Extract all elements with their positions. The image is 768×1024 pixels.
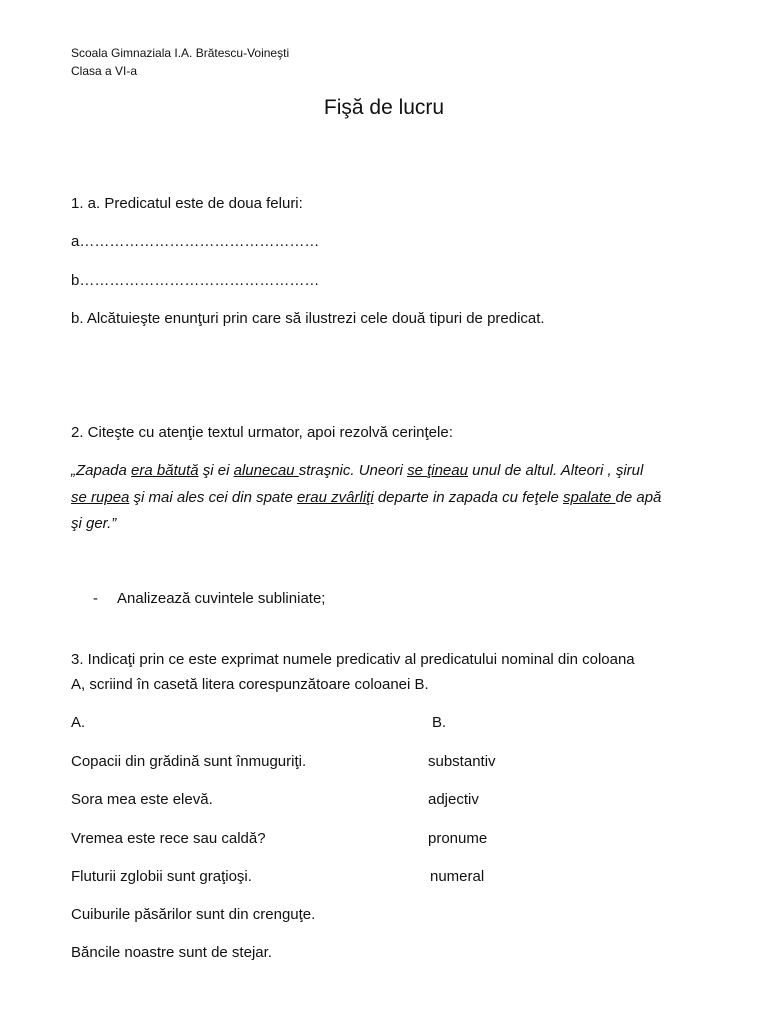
text-line-3: şi ger.” bbox=[71, 515, 117, 532]
column-b-item: pronume bbox=[428, 830, 488, 847]
column-a-label: A. bbox=[71, 714, 86, 731]
column-a-item: Copacii din grădină sunt înmuguriţi. bbox=[71, 753, 307, 770]
column-a-item: Fluturii zglobii sunt graţioşi. bbox=[71, 868, 252, 885]
column-b-item: numeral bbox=[430, 868, 485, 885]
column-b-label: B. bbox=[432, 714, 447, 731]
column-b-item: adjectiv bbox=[428, 791, 479, 808]
column-a-item: Cuiburile păsărilor sunt din crenguţe. bbox=[71, 906, 316, 923]
text-segment: „Zapada bbox=[71, 462, 132, 479]
column-b-item: substantiv bbox=[428, 753, 496, 770]
text-segment: şi ei bbox=[198, 462, 234, 479]
text-segment: unul de altul. Alteori , şirul bbox=[467, 462, 644, 479]
underlined-word: spalate bbox=[562, 489, 616, 506]
answer-line-b: b………………………………………… bbox=[71, 272, 320, 289]
exercise-3-heading-line-1: 3. Indicaţi prin ce este exprimat numele predicativ al predicatului nominal din coloana bbox=[71, 651, 635, 668]
text-line-1 bbox=[71, 462, 643, 479]
exercise-2-task: Analizează cuvintele subliniate; bbox=[117, 590, 326, 607]
exercise-1-task-b: b. Alcătuieşte enunţuri prin care să ilustrezi cele două tipuri de predicat. bbox=[71, 310, 545, 327]
page-title: Fişă de lucru bbox=[323, 96, 445, 119]
text-segment: departe in zapada cu feţele bbox=[373, 489, 563, 506]
column-a-item: Sora mea este elevă. bbox=[71, 791, 213, 808]
exercise-3-heading-line-2: A, scriind în casetă litera corespunzătoare coloanei B. bbox=[71, 676, 429, 693]
column-a-item: Băncile noastre sunt de stejar. bbox=[71, 944, 272, 961]
text-segment: straşnic. Uneori bbox=[298, 462, 408, 479]
text-segment: şi mai ales cei din spate bbox=[129, 489, 297, 506]
answer-line-a: a………………………………………… bbox=[71, 233, 320, 250]
text-segment: de apă bbox=[615, 489, 662, 506]
school-name: Scoala Gimnaziala I.A. Brătescu-Voineşti bbox=[71, 46, 290, 60]
exercise-2-heading: 2. Citeşte cu atenţie textul urmator, apoi rezolvă cerinţele: bbox=[71, 424, 453, 441]
underlined-word: alunecau bbox=[233, 462, 299, 479]
underlined-word: era bătută bbox=[131, 462, 199, 479]
underlined-word: se rupea bbox=[71, 489, 130, 506]
text-line-2 bbox=[71, 489, 661, 506]
underlined-word: se ţineau bbox=[407, 462, 468, 479]
class-name: Clasa a VI-a bbox=[71, 64, 138, 78]
underlined-word: erau zvârliţi bbox=[296, 489, 374, 506]
column-a-item: Vremea este rece sau caldă? bbox=[71, 830, 266, 847]
bullet-dash: - bbox=[93, 590, 98, 607]
exercise-1-heading: 1. a. Predicatul este de doua feluri: bbox=[71, 195, 303, 212]
